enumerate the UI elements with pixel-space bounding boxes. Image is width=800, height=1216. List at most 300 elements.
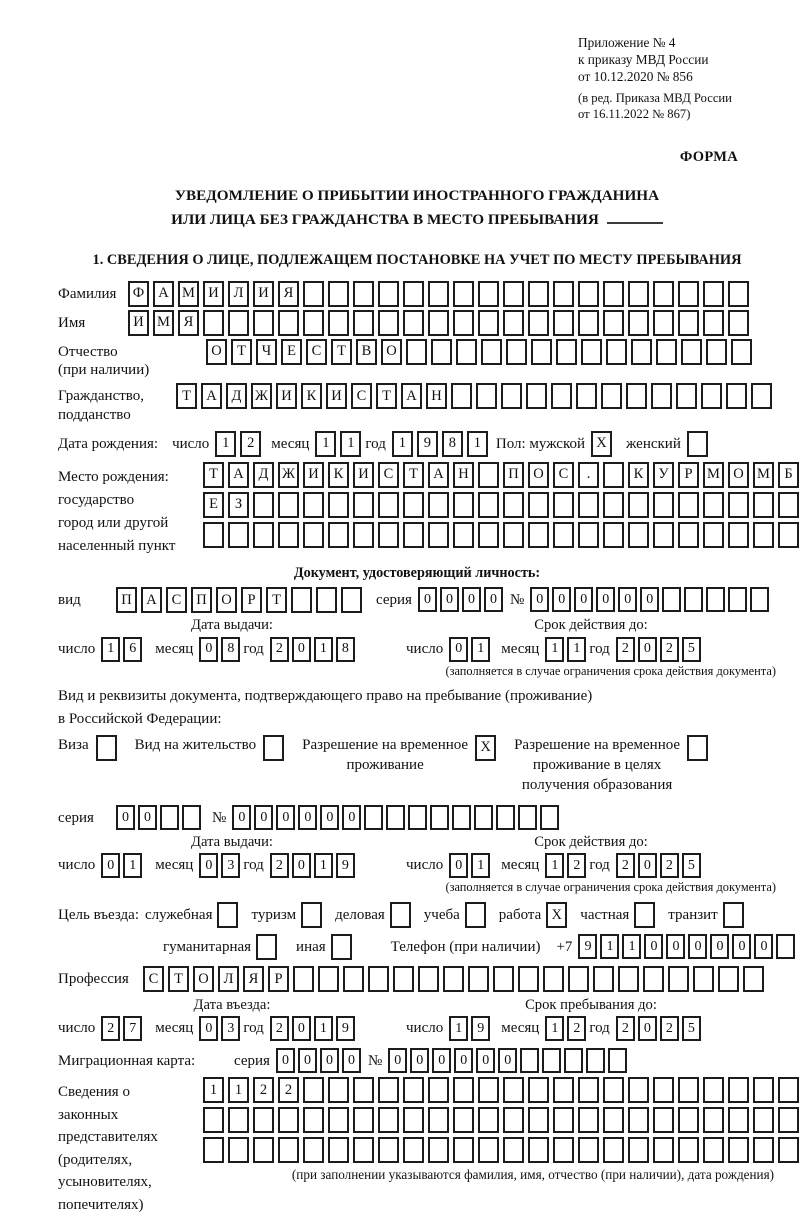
char-box[interactable]: 2 xyxy=(567,853,586,878)
char-box[interactable] xyxy=(606,339,627,365)
char-box[interactable]: О xyxy=(193,966,214,992)
char-box[interactable] xyxy=(453,1077,474,1103)
char-box[interactable] xyxy=(253,1107,274,1133)
char-box[interactable]: 1 xyxy=(600,934,619,959)
char-box[interactable] xyxy=(628,1107,649,1133)
char-box[interactable]: Ж xyxy=(278,462,299,488)
char-box[interactable] xyxy=(403,281,424,307)
char-box[interactable]: У xyxy=(653,462,674,488)
char-box[interactable] xyxy=(687,735,708,761)
char-box[interactable]: Р xyxy=(678,462,699,488)
char-box[interactable] xyxy=(253,522,274,548)
char-box[interactable] xyxy=(568,966,589,992)
char-box[interactable]: Л xyxy=(218,966,239,992)
char-box[interactable] xyxy=(453,522,474,548)
char-box[interactable] xyxy=(364,805,383,830)
char-box[interactable] xyxy=(653,310,674,336)
char-box[interactable] xyxy=(543,966,564,992)
char-box[interactable] xyxy=(476,383,497,409)
char-box[interactable] xyxy=(703,1137,724,1163)
char-box[interactable] xyxy=(528,1107,549,1133)
char-box[interactable] xyxy=(578,492,599,518)
char-box[interactable]: 7 xyxy=(123,1016,142,1041)
char-box[interactable] xyxy=(428,1107,449,1133)
char-box[interactable]: Н xyxy=(453,462,474,488)
char-box[interactable] xyxy=(263,735,284,761)
char-box[interactable] xyxy=(468,966,489,992)
char-box[interactable] xyxy=(628,492,649,518)
char-box[interactable]: 0 xyxy=(298,1048,317,1073)
char-box[interactable]: 6 xyxy=(123,637,142,662)
char-box[interactable] xyxy=(718,966,739,992)
char-box[interactable] xyxy=(706,339,727,365)
char-box[interactable] xyxy=(618,966,639,992)
char-box[interactable] xyxy=(253,492,274,518)
char-box[interactable]: 0 xyxy=(449,853,468,878)
char-box[interactable] xyxy=(353,281,374,307)
char-box[interactable]: Е xyxy=(203,492,224,518)
char-box[interactable] xyxy=(503,1107,524,1133)
char-box[interactable]: Ж xyxy=(251,383,272,409)
char-box[interactable]: Ч xyxy=(256,339,277,365)
char-box[interactable] xyxy=(778,1077,799,1103)
char-box[interactable]: 2 xyxy=(616,1016,635,1041)
char-box[interactable]: 0 xyxy=(462,587,481,612)
char-box[interactable]: О xyxy=(216,587,237,613)
char-box[interactable]: 0 xyxy=(292,1016,311,1041)
char-box[interactable] xyxy=(428,310,449,336)
char-box[interactable] xyxy=(403,492,424,518)
char-box[interactable] xyxy=(478,1077,499,1103)
char-box[interactable] xyxy=(493,966,514,992)
char-box[interactable]: 9 xyxy=(336,1016,355,1041)
char-box[interactable] xyxy=(160,805,179,830)
char-box[interactable] xyxy=(678,281,699,307)
char-box[interactable]: 1 xyxy=(228,1077,249,1103)
char-box[interactable]: Б xyxy=(778,462,799,488)
char-box[interactable] xyxy=(578,310,599,336)
char-box[interactable] xyxy=(751,383,772,409)
char-box[interactable] xyxy=(301,902,322,928)
char-box[interactable]: З xyxy=(228,492,249,518)
char-box[interactable] xyxy=(678,492,699,518)
char-box[interactable]: 2 xyxy=(616,637,635,662)
char-box[interactable]: 0 xyxy=(644,934,663,959)
char-box[interactable] xyxy=(343,966,364,992)
char-box[interactable]: 8 xyxy=(221,637,240,662)
char-box[interactable] xyxy=(531,339,552,365)
char-box[interactable] xyxy=(728,522,749,548)
char-box[interactable] xyxy=(631,339,652,365)
char-box[interactable] xyxy=(528,310,549,336)
char-box[interactable] xyxy=(478,522,499,548)
char-box[interactable] xyxy=(453,1137,474,1163)
char-box[interactable] xyxy=(743,966,764,992)
char-box[interactable] xyxy=(528,1137,549,1163)
char-box[interactable]: 0 xyxy=(638,637,657,662)
char-box[interactable] xyxy=(406,339,427,365)
char-box[interactable] xyxy=(96,735,117,761)
char-box[interactable]: 0 xyxy=(666,934,685,959)
char-box[interactable]: 1 xyxy=(314,637,333,662)
char-box[interactable] xyxy=(253,310,274,336)
char-box[interactable]: Л xyxy=(228,281,249,307)
char-box[interactable] xyxy=(393,966,414,992)
char-box[interactable] xyxy=(753,522,774,548)
char-box[interactable] xyxy=(603,1137,624,1163)
char-box[interactable] xyxy=(403,310,424,336)
char-box[interactable]: 0 xyxy=(388,1048,407,1073)
char-box[interactable] xyxy=(778,1107,799,1133)
char-box[interactable]: 1 xyxy=(471,853,490,878)
char-box[interactable] xyxy=(578,1137,599,1163)
char-box[interactable]: 9 xyxy=(336,853,355,878)
char-box[interactable] xyxy=(418,966,439,992)
char-box[interactable] xyxy=(478,1107,499,1133)
char-box[interactable] xyxy=(378,1137,399,1163)
char-box[interactable]: П xyxy=(116,587,137,613)
char-box[interactable] xyxy=(678,522,699,548)
char-box[interactable] xyxy=(182,805,201,830)
char-box[interactable]: Т xyxy=(331,339,352,365)
char-box[interactable] xyxy=(378,281,399,307)
char-box[interactable] xyxy=(653,492,674,518)
char-box[interactable] xyxy=(603,281,624,307)
char-box[interactable] xyxy=(453,1107,474,1133)
char-box[interactable] xyxy=(328,522,349,548)
char-box[interactable]: О xyxy=(206,339,227,365)
char-box[interactable]: 0 xyxy=(688,934,707,959)
char-box[interactable] xyxy=(353,522,374,548)
char-box[interactable]: 0 xyxy=(292,637,311,662)
char-box[interactable]: С xyxy=(553,462,574,488)
char-box[interactable] xyxy=(303,281,324,307)
char-box[interactable]: М xyxy=(178,281,199,307)
char-box[interactable] xyxy=(728,587,747,612)
char-box[interactable]: 0 xyxy=(574,587,593,612)
char-box[interactable] xyxy=(453,310,474,336)
char-box[interactable]: М xyxy=(703,462,724,488)
char-box[interactable] xyxy=(378,310,399,336)
char-box[interactable]: И xyxy=(203,281,224,307)
char-box[interactable]: Я xyxy=(178,310,199,336)
char-box[interactable] xyxy=(578,281,599,307)
char-box[interactable]: А xyxy=(201,383,222,409)
char-box[interactable] xyxy=(328,1107,349,1133)
char-box[interactable]: Е xyxy=(281,339,302,365)
char-box[interactable]: А xyxy=(401,383,422,409)
char-box[interactable]: 1 xyxy=(315,431,336,457)
char-box[interactable] xyxy=(278,522,299,548)
char-box[interactable]: 0 xyxy=(640,587,659,612)
char-box[interactable] xyxy=(430,805,449,830)
char-box[interactable] xyxy=(256,934,277,960)
char-box[interactable] xyxy=(303,310,324,336)
char-box[interactable] xyxy=(503,1137,524,1163)
char-box[interactable] xyxy=(753,1137,774,1163)
char-box[interactable] xyxy=(564,1048,583,1073)
char-box[interactable]: 0 xyxy=(199,1016,218,1041)
char-box[interactable] xyxy=(408,805,427,830)
char-box[interactable]: 0 xyxy=(732,934,751,959)
char-box[interactable] xyxy=(368,966,389,992)
char-box[interactable] xyxy=(291,587,312,613)
char-box[interactable]: И xyxy=(303,462,324,488)
char-box[interactable] xyxy=(728,310,749,336)
char-box[interactable] xyxy=(668,966,689,992)
char-box[interactable] xyxy=(481,339,502,365)
char-box[interactable] xyxy=(703,310,724,336)
char-box[interactable] xyxy=(653,1137,674,1163)
char-box[interactable]: 0 xyxy=(754,934,773,959)
char-box[interactable]: Т xyxy=(266,587,287,613)
char-box[interactable]: 8 xyxy=(336,637,355,662)
char-box[interactable]: 1 xyxy=(567,637,586,662)
char-box[interactable] xyxy=(378,522,399,548)
char-box[interactable]: К xyxy=(301,383,322,409)
char-box[interactable] xyxy=(331,934,352,960)
char-box[interactable]: 2 xyxy=(278,1077,299,1103)
char-box[interactable]: 0 xyxy=(432,1048,451,1073)
char-box[interactable]: П xyxy=(503,462,524,488)
char-box[interactable] xyxy=(278,310,299,336)
char-box[interactable] xyxy=(278,1107,299,1133)
char-box[interactable] xyxy=(328,281,349,307)
char-box[interactable] xyxy=(653,281,674,307)
char-box[interactable] xyxy=(776,934,795,959)
char-box[interactable]: 0 xyxy=(618,587,637,612)
char-box[interactable]: X xyxy=(475,735,496,761)
char-box[interactable]: В xyxy=(356,339,377,365)
char-box[interactable] xyxy=(203,1137,224,1163)
char-box[interactable]: 0 xyxy=(116,805,135,830)
char-box[interactable] xyxy=(678,1137,699,1163)
char-box[interactable] xyxy=(318,966,339,992)
char-box[interactable]: 0 xyxy=(440,587,459,612)
char-box[interactable]: 0 xyxy=(498,1048,517,1073)
char-box[interactable]: 1 xyxy=(449,1016,468,1041)
char-box[interactable] xyxy=(553,310,574,336)
char-box[interactable] xyxy=(378,492,399,518)
char-box[interactable]: Т xyxy=(168,966,189,992)
char-box[interactable] xyxy=(778,492,799,518)
char-box[interactable]: 0 xyxy=(638,853,657,878)
char-box[interactable]: 1 xyxy=(545,637,564,662)
char-box[interactable] xyxy=(503,310,524,336)
char-box[interactable] xyxy=(403,1137,424,1163)
char-box[interactable] xyxy=(553,1077,574,1103)
char-box[interactable] xyxy=(703,1107,724,1133)
char-box[interactable] xyxy=(353,492,374,518)
char-box[interactable]: 1 xyxy=(314,853,333,878)
char-box[interactable] xyxy=(778,522,799,548)
char-box[interactable] xyxy=(278,1137,299,1163)
char-box[interactable] xyxy=(478,310,499,336)
char-box[interactable] xyxy=(518,805,537,830)
char-box[interactable] xyxy=(731,339,752,365)
char-box[interactable]: И xyxy=(326,383,347,409)
char-box[interactable] xyxy=(203,1107,224,1133)
char-box[interactable]: Т xyxy=(376,383,397,409)
char-box[interactable] xyxy=(478,1137,499,1163)
char-box[interactable] xyxy=(328,310,349,336)
char-box[interactable] xyxy=(653,1077,674,1103)
char-box[interactable]: 0 xyxy=(418,587,437,612)
char-box[interactable]: Д xyxy=(226,383,247,409)
char-box[interactable]: М xyxy=(753,462,774,488)
char-box[interactable]: 1 xyxy=(215,431,236,457)
char-box[interactable] xyxy=(503,522,524,548)
char-box[interactable]: 1 xyxy=(545,853,564,878)
char-box[interactable] xyxy=(540,805,559,830)
char-box[interactable] xyxy=(581,339,602,365)
char-box[interactable] xyxy=(728,1107,749,1133)
char-box[interactable] xyxy=(687,431,708,457)
char-box[interactable]: 2 xyxy=(101,1016,120,1041)
char-box[interactable] xyxy=(353,1107,374,1133)
char-box[interactable] xyxy=(703,1077,724,1103)
char-box[interactable]: А xyxy=(428,462,449,488)
char-box[interactable] xyxy=(328,492,349,518)
char-box[interactable]: Т xyxy=(231,339,252,365)
char-box[interactable]: 0 xyxy=(410,1048,429,1073)
char-box[interactable]: Н xyxy=(426,383,447,409)
char-box[interactable] xyxy=(518,966,539,992)
char-box[interactable]: 9 xyxy=(471,1016,490,1041)
char-box[interactable] xyxy=(303,1077,324,1103)
char-box[interactable] xyxy=(506,339,527,365)
char-box[interactable] xyxy=(303,1107,324,1133)
char-box[interactable] xyxy=(353,310,374,336)
char-box[interactable] xyxy=(428,1077,449,1103)
char-box[interactable] xyxy=(328,1137,349,1163)
char-box[interactable] xyxy=(203,310,224,336)
char-box[interactable] xyxy=(603,1077,624,1103)
char-box[interactable] xyxy=(228,1137,249,1163)
char-box[interactable]: X xyxy=(546,902,567,928)
char-box[interactable]: 1 xyxy=(471,637,490,662)
char-box[interactable] xyxy=(601,383,622,409)
char-box[interactable] xyxy=(542,1048,561,1073)
char-box[interactable]: Ф xyxy=(128,281,149,307)
char-box[interactable]: 8 xyxy=(442,431,463,457)
char-box[interactable] xyxy=(603,522,624,548)
char-box[interactable] xyxy=(278,492,299,518)
char-box[interactable] xyxy=(728,1077,749,1103)
char-box[interactable]: 5 xyxy=(682,853,701,878)
char-box[interactable]: О xyxy=(381,339,402,365)
char-box[interactable] xyxy=(503,1077,524,1103)
char-box[interactable] xyxy=(556,339,577,365)
char-box[interactable] xyxy=(453,492,474,518)
char-box[interactable]: О xyxy=(728,462,749,488)
char-box[interactable] xyxy=(728,492,749,518)
char-box[interactable] xyxy=(726,383,747,409)
char-box[interactable]: X xyxy=(591,431,612,457)
char-box[interactable] xyxy=(303,1137,324,1163)
char-box[interactable]: А xyxy=(141,587,162,613)
char-box[interactable]: И xyxy=(276,383,297,409)
char-box[interactable] xyxy=(578,1077,599,1103)
char-box[interactable] xyxy=(608,1048,627,1073)
char-box[interactable] xyxy=(553,492,574,518)
char-box[interactable]: И xyxy=(128,310,149,336)
char-box[interactable] xyxy=(578,1107,599,1133)
char-box[interactable]: 5 xyxy=(682,1016,701,1041)
char-box[interactable] xyxy=(703,492,724,518)
char-box[interactable] xyxy=(678,1107,699,1133)
char-box[interactable] xyxy=(778,1137,799,1163)
char-box[interactable]: С xyxy=(166,587,187,613)
char-box[interactable] xyxy=(293,966,314,992)
char-box[interactable] xyxy=(578,522,599,548)
char-box[interactable] xyxy=(452,805,471,830)
char-box[interactable] xyxy=(528,1077,549,1103)
char-box[interactable] xyxy=(603,310,624,336)
char-box[interactable]: 2 xyxy=(616,853,635,878)
char-box[interactable] xyxy=(217,902,238,928)
char-box[interactable]: 2 xyxy=(240,431,261,457)
char-box[interactable]: С xyxy=(306,339,327,365)
char-box[interactable]: 0 xyxy=(476,1048,495,1073)
char-box[interactable]: 0 xyxy=(138,805,157,830)
char-box[interactable]: С xyxy=(143,966,164,992)
char-box[interactable] xyxy=(316,587,337,613)
char-box[interactable] xyxy=(496,805,515,830)
char-box[interactable]: 2 xyxy=(660,1016,679,1041)
char-box[interactable]: 1 xyxy=(545,1016,564,1041)
char-box[interactable]: 0 xyxy=(552,587,571,612)
char-box[interactable]: 0 xyxy=(298,805,317,830)
char-box[interactable] xyxy=(431,339,452,365)
char-box[interactable]: 0 xyxy=(232,805,251,830)
char-box[interactable]: Я xyxy=(278,281,299,307)
char-box[interactable] xyxy=(228,1107,249,1133)
char-box[interactable] xyxy=(678,1077,699,1103)
char-box[interactable] xyxy=(684,587,703,612)
char-box[interactable]: 0 xyxy=(276,805,295,830)
char-box[interactable]: 0 xyxy=(449,637,468,662)
char-box[interactable] xyxy=(453,281,474,307)
char-box[interactable] xyxy=(553,281,574,307)
char-box[interactable]: 0 xyxy=(638,1016,657,1041)
char-box[interactable] xyxy=(478,462,499,488)
char-box[interactable]: 0 xyxy=(454,1048,473,1073)
char-box[interactable] xyxy=(703,522,724,548)
char-box[interactable]: 2 xyxy=(567,1016,586,1041)
char-box[interactable] xyxy=(628,522,649,548)
char-box[interactable] xyxy=(681,339,702,365)
char-box[interactable]: И xyxy=(353,462,374,488)
char-box[interactable] xyxy=(303,522,324,548)
char-box[interactable]: 0 xyxy=(484,587,503,612)
char-box[interactable]: 3 xyxy=(221,853,240,878)
char-box[interactable]: 2 xyxy=(253,1077,274,1103)
char-box[interactable] xyxy=(653,1107,674,1133)
char-box[interactable]: 0 xyxy=(320,1048,339,1073)
char-box[interactable]: 1 xyxy=(314,1016,333,1041)
char-box[interactable] xyxy=(378,1077,399,1103)
char-box[interactable]: Т xyxy=(403,462,424,488)
char-box[interactable] xyxy=(753,1107,774,1133)
char-box[interactable] xyxy=(474,805,493,830)
char-box[interactable] xyxy=(503,492,524,518)
char-box[interactable] xyxy=(353,1077,374,1103)
char-box[interactable] xyxy=(576,383,597,409)
char-box[interactable]: М xyxy=(153,310,174,336)
char-box[interactable] xyxy=(390,902,411,928)
char-box[interactable] xyxy=(528,522,549,548)
